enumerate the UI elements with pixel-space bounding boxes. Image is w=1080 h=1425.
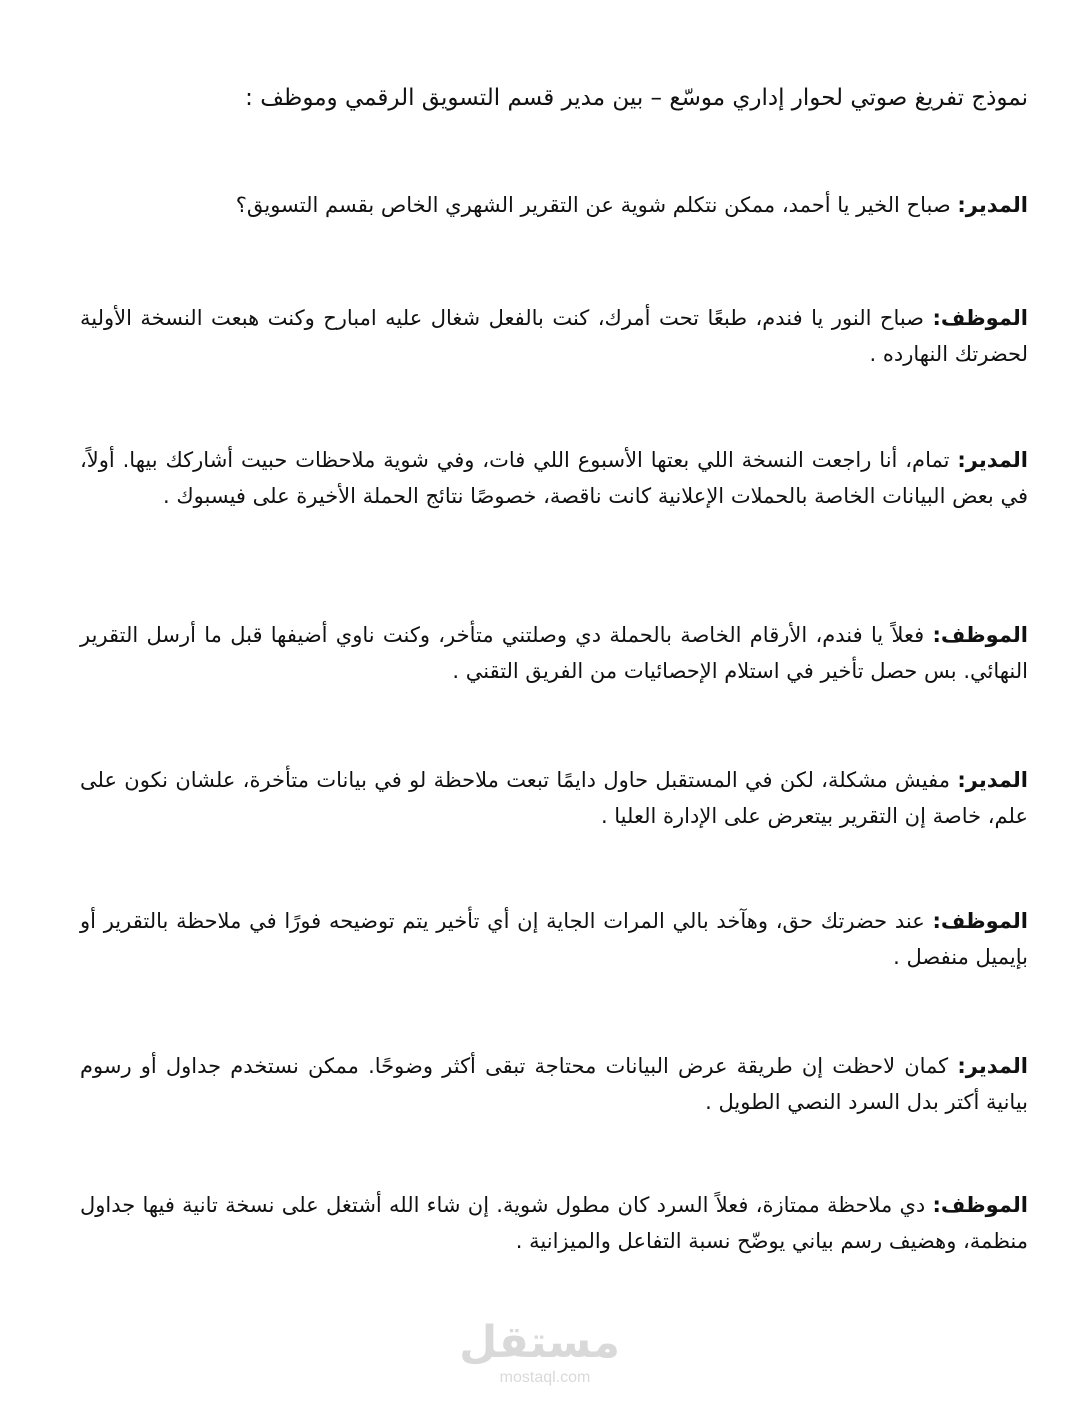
dialogue-line-7 [80,1048,1028,1120]
speaker-label: المدير: [957,1054,1028,1078]
document-title: نموذج تفريغ صوتي لحوار إداري موسّع – بين مدير قسم التسويق الرقمي وموظف : [245,85,1028,111]
speaker-label: الموظف: [932,306,1028,330]
dialogue-text: كمان لاحظت إن طريقة عرض البيانات محتاجة تبقى أكثر وضوحًا. ممكن نستخدم جداول أو رسوم بيانية أكتر بدل السرد النصي الطويل . [80,1054,1028,1114]
dialogue-line-3 [80,442,1028,514]
dialogue-line-2 [80,300,1028,372]
speaker-label: الموظف: [932,909,1028,933]
dialogue-line-1 [80,187,1028,223]
dialogue-text: مفيش مشكلة، لكن في المستقبل حاول دايمًا تبعت ملاحظة لو في بيانات متأخرة، علشان نكون على علم، خاصة إن التقرير بيتعرض على الإدارة العليا . [80,768,1028,828]
dialogue-text: عند حضرتك حق، وهآخد بالي المرات الجاية إن أي تأخير يتم توضيحه فورًا في ملاحظة بالتقرير أو بإيميل منفصل . [80,909,1028,969]
dialogue-line-4 [80,617,1028,689]
dialogue-line-5 [80,762,1028,834]
dialogue-text: دي ملاحظة ممتازة، فعلاً السرد كان مطول شوية. إن شاء الله أشتغل على نسخة تانية فيها جداول منظمة، وهضيف رسم بياني يوضّح نسبة التفاعل والميزانية . [80,1193,1028,1253]
dialogue-line-8 [80,1187,1028,1259]
speaker-label: الموظف: [932,1193,1028,1217]
dialogue-text: تمام، أنا راجعت النسخة اللي بعتها الأسبوع اللي فات، وفي شوية ملاحظات حبيت أشاركك بيها. أولاً، في بعض البيانات الخاصة بالحملات الإعلانية كانت ناقصة، خصوصًا نتائج الحملة الأخيرة على فيسبوك . [80,448,1028,508]
speaker-label: الموظف: [932,623,1028,647]
speaker-label: المدير: [957,768,1028,792]
watermark-url: mostaql.com [499,1369,591,1386]
dialogue-text: فعلاً يا فندم، الأرقام الخاصة بالحملة دي وصلتني متأخر، وكنت ناوي أضيفها قبل ما أرسل التقرير النهائي. بس حصل تأخير في استلام الإحصائيات من الفريق التقني . [80,623,1028,683]
speaker-label: المدير: [957,193,1028,217]
speaker-label: المدير: [957,448,1028,472]
mostaql-watermark [459,1317,620,1398]
dialogue-text: صباح النور يا فندم، طبعًا تحت أمرك، كنت بالفعل شغال عليه امبارح وكنت هبعت النسخة الأولية لحضرتك النهارده . [80,306,1028,366]
dialogue-text: صباح الخير يا أحمد، ممكن نتكلم شوية عن التقرير الشهري الخاص بقسم التسويق؟ [235,193,958,217]
dialogue-line-6 [80,903,1028,975]
watermark-logo: مستقل [459,1317,620,1368]
